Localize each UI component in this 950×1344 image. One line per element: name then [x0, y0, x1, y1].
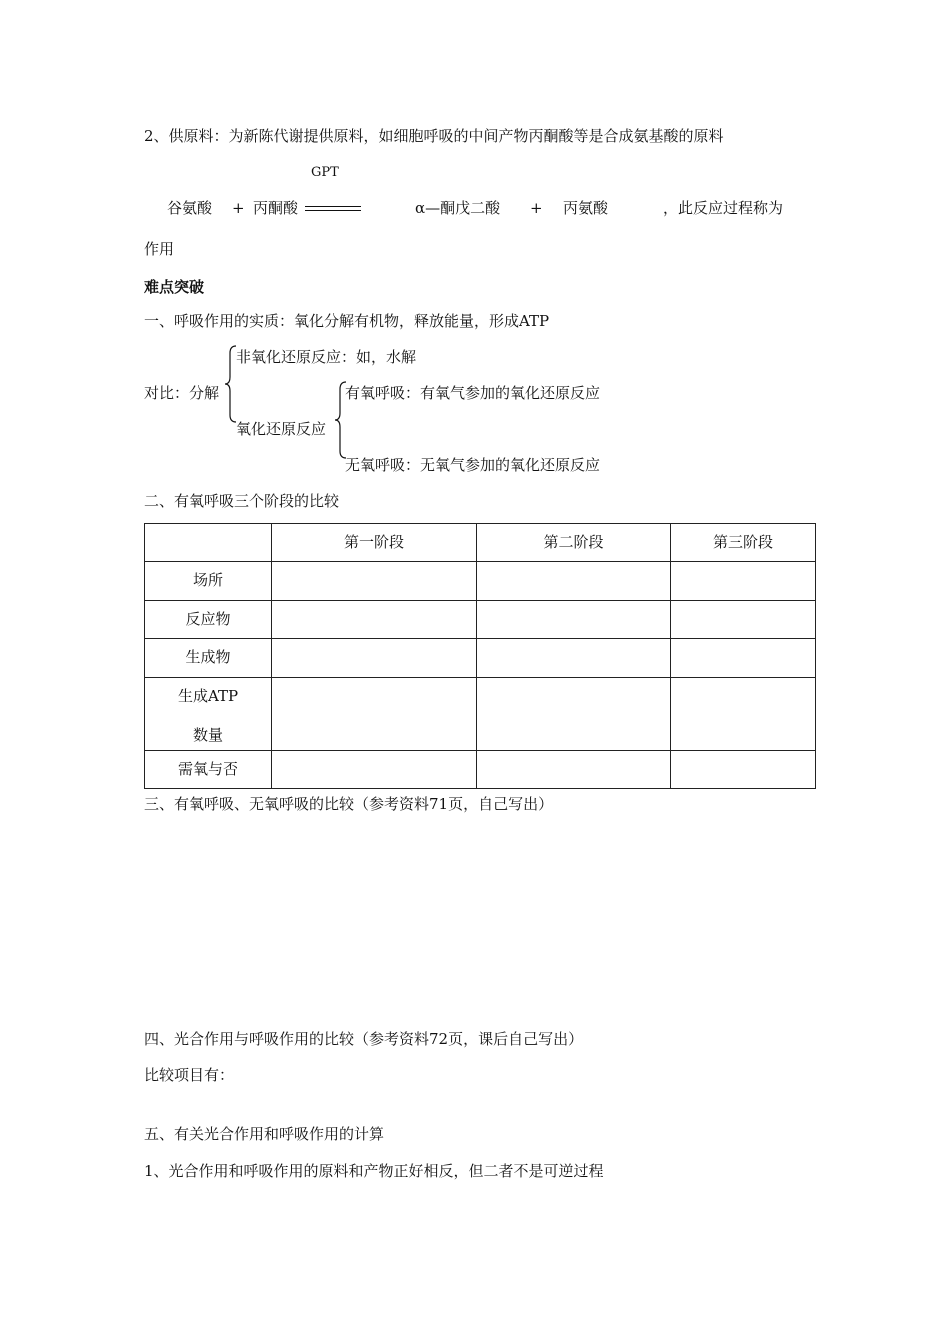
table-cell[interactable] — [671, 678, 816, 751]
point-5: 五、有关光合作用和呼吸作用的计算 — [144, 1125, 385, 1143]
reaction-tail: ，此反应过程称为 — [663, 199, 784, 217]
row-label: 场所 — [145, 562, 272, 601]
table-header-cell: 第二阶段 — [477, 524, 671, 562]
point-2: 二、有氧呼吸三个阶段的比较 — [144, 492, 340, 510]
reactant-pyruvate: 丙酮酸 — [253, 199, 299, 217]
table-cell[interactable] — [477, 751, 671, 789]
point-3: 三、有氧呼吸、无氧呼吸的比较（参考资料71页，自己写出） — [144, 795, 554, 813]
redox-item: 氧化还原反应 — [236, 420, 327, 438]
equilibrium-line-bottom — [305, 210, 361, 211]
aerobic-item: 有氧呼吸：有氧气参加的氧化还原反应 — [345, 384, 601, 402]
plus-sign-1: + — [232, 199, 245, 217]
point-5-1: 1、光合作用和呼吸作用的原料和产物正好相反，但二者不是可逆过程 — [144, 1162, 604, 1180]
point-1: 一、呼吸作用的实质：氧化分解有机物，释放能量，形成ATP — [144, 312, 550, 330]
table-row — [145, 751, 816, 789]
anaerobic-item: 无氧呼吸：无氧气参加的氧化还原反应 — [345, 456, 601, 474]
point-4: 四、光合作用与呼吸作用的比较（参考资料72页，课后自己写出） — [144, 1030, 584, 1048]
table-row — [145, 601, 816, 639]
table-row — [145, 639, 816, 678]
table-cell[interactable] — [671, 751, 816, 789]
point-4-sub: 比较项目有： — [144, 1066, 235, 1084]
compare-label: 对比：分解 — [144, 384, 220, 402]
non-redox-item: 非氧化还原反应：如，水解 — [236, 348, 417, 366]
row-label: 生成物 — [145, 639, 272, 678]
table-header-cell: 第三阶段 — [671, 524, 816, 562]
supply-line: 2、供原料：为新陈代谢提供原料，如细胞呼吸的中间产物丙酮酸等是合成氨基酸的原料 — [144, 127, 724, 145]
section-title: 难点突破 — [144, 278, 205, 296]
product-ketoglutarate: α—酮戊二酸 — [415, 199, 501, 217]
stage-comparison-table — [144, 523, 816, 789]
table-cell[interactable] — [272, 751, 477, 789]
table-cell[interactable] — [272, 678, 477, 751]
table-cell[interactable] — [671, 639, 816, 678]
reaction-tail-2: 作用 — [144, 240, 175, 258]
table-header-row — [145, 524, 816, 562]
table-cell[interactable] — [272, 562, 477, 601]
left-brace-icon-2 — [334, 381, 348, 459]
equilibrium-line-top — [305, 206, 361, 207]
reactant-glutamate: 谷氨酸 — [167, 199, 213, 217]
product-alanine: 丙氨酸 — [563, 199, 609, 217]
table-row — [145, 562, 816, 601]
table-header-cell: 第一阶段 — [272, 524, 477, 562]
table-cell[interactable] — [477, 678, 671, 751]
table-header-cell — [145, 524, 272, 562]
plus-sign-2: + — [530, 199, 543, 217]
enzyme-label: GPT — [311, 165, 339, 180]
table-cell[interactable] — [477, 562, 671, 601]
row-label: 生成ATP 数量 — [145, 678, 272, 751]
table-cell[interactable] — [477, 601, 671, 639]
table-cell[interactable] — [272, 601, 477, 639]
table-cell[interactable] — [671, 601, 816, 639]
table-cell[interactable] — [477, 639, 671, 678]
left-brace-icon — [224, 345, 238, 423]
table-cell[interactable] — [671, 562, 816, 601]
table-row — [145, 678, 816, 751]
table-cell[interactable] — [272, 639, 477, 678]
row-label: 需氧与否 — [145, 751, 272, 789]
row-label: 反应物 — [145, 601, 272, 639]
